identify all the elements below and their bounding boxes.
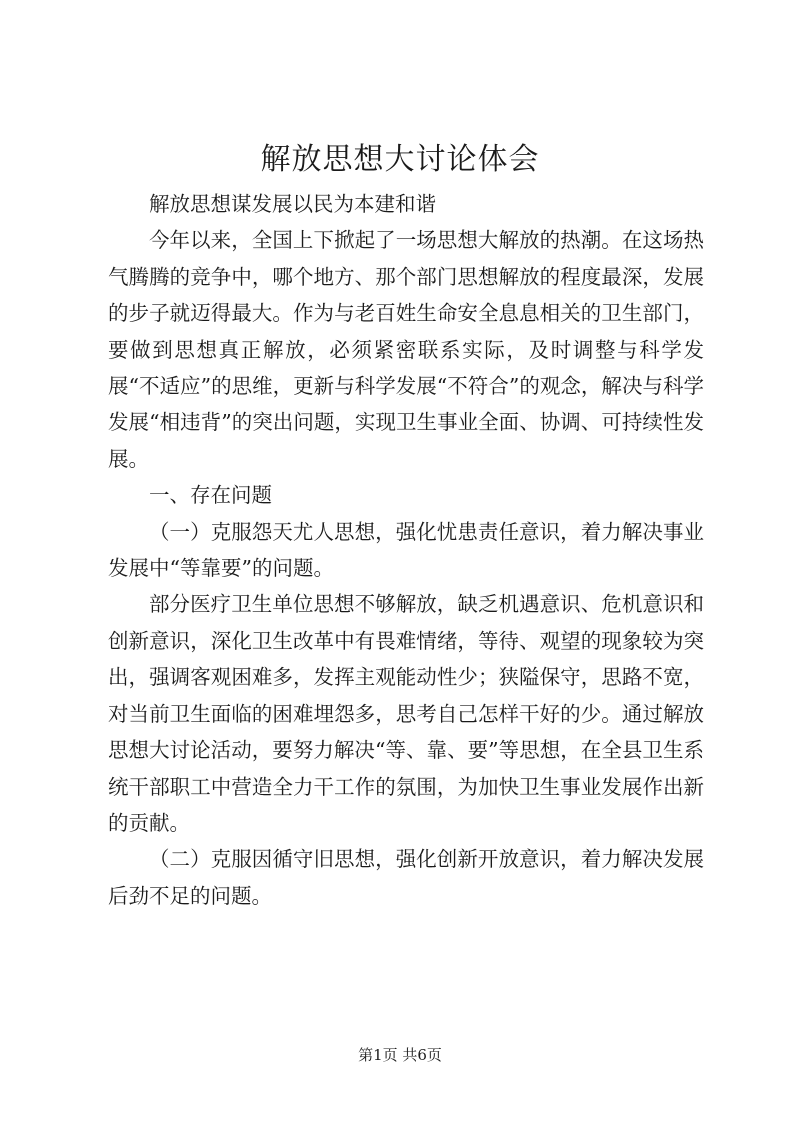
page-number-footer: 第1页 共6页 <box>358 1046 442 1064</box>
body-paragraph: 部分医疗卫生单位思想不够解放，缺乏机遇意识、危机意识和创新意识，深化卫生改革中有畏难情绪，等待、观望的现象较为突出，强调客观困难多，发挥主观能动性少；狭隘保守，思路不宽，对当前卫生面临的困难埋怨多，思考自己怎样干好的少。通过解放思想大讨论活动，要努力解决“等、靠、要”等思想，在全县卫生系统干部职工中营造全力干工作的氛围，为加快卫生事业发展作出新的贡献。 <box>108 592 704 835</box>
subsection-heading-1: （一）克服怨天尤人思想，强化忧患责任意识，着力解决事业发展中“等靠要”的问题。 <box>108 519 704 581</box>
section-heading: 一、存在问题 <box>149 483 272 508</box>
document-body <box>108 186 704 914</box>
intro-paragraph: 今年以来，全国上下掀起了一场思想大解放的热潮。在这场热气腾腾的竞争中，哪个地方、那个部门思想解放的程度最深，发展的步子就迈得最大。作为与老百姓生命安全息息相关的卫生部门，要做到思想真正解放，必须紧密联系实际，及时调整与科学发展“不适应”的思维，更新与科学发展“不符合”的观念，解决与科学发展“相违背”的突出问题，实现卫生事业全面、协调、可持续性发展。 <box>108 228 704 471</box>
document-title: 解放思想大讨论体会 <box>260 142 540 177</box>
subsection-heading-2: （二）克服因循守旧思想，强化创新开放意识，着力解决发展后劲不足的问题。 <box>108 847 704 908</box>
subtitle-paragraph: 解放思想谋发展以民为本建和谐 <box>149 192 436 216</box>
